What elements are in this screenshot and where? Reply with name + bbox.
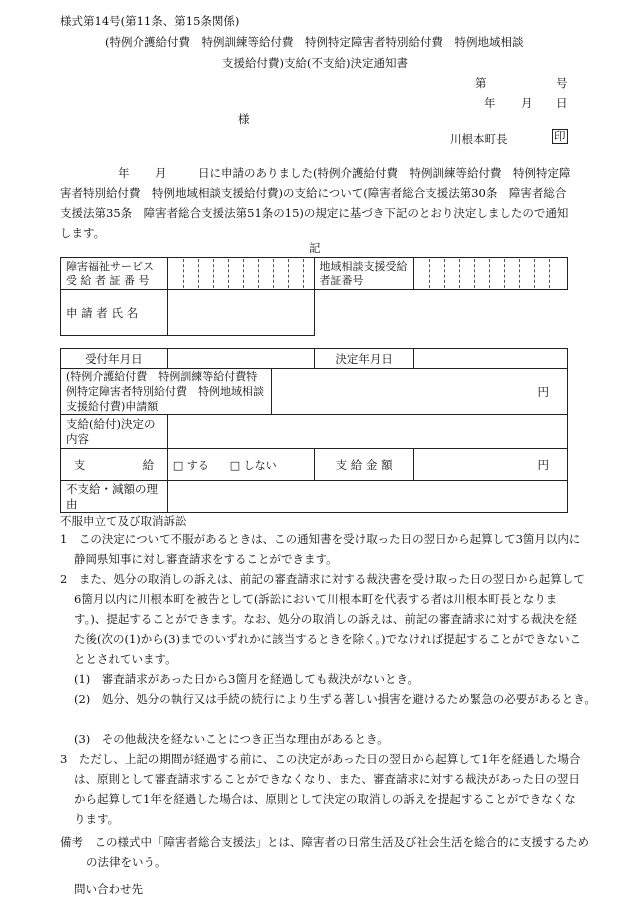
appeal-heading: 不服申立て及び取消訴訟 [60, 514, 187, 528]
note: 備考 この様式中「障害者総合支援法」とは、障害者の日常生活及び社会生活を総合的に支援するための法律をいう。 [60, 835, 589, 869]
number-label-left: 第 [475, 76, 487, 90]
requested-amount-field[interactable] [271, 369, 567, 415]
received-date-field[interactable] [167, 349, 314, 369]
decision-content-label: 支給(給付)決定の内容 [61, 415, 168, 449]
appeal-item-3: 3 ただし、上記の期間が経過する前に、この決定があった日の翌日から起算して1年を経過した場合は、原則として審査請求することができなくなり、また、審査請求に対する裁決があった日の翌日から起算して1年を経過した場合は、原則として決定の取消しの訴えを提起することができなくなります。 [60, 752, 581, 826]
decision-table [60, 348, 568, 513]
form-number: 様式第14号(第11条、第15条関係) [60, 14, 240, 28]
reason-field[interactable] [167, 481, 567, 513]
regional-cert-number-field[interactable] [414, 258, 568, 290]
appeal-item-2: 2 また、処分の取消しの訴えは、前記の審査請求に対する裁決書を受け取った日の翌日から起算して6箇月以内に川根本町を被告として(訴訟において川根本町を代表する者は川根本町長となります。)、提起することができます。なお、処分の取消しの訴えは、前記の審査請求に対する裁決を経た後(次の(1)から(3)までのいずれかに該当するときを除く。)でなければ提起することができないこととされています。 [60, 572, 585, 666]
date-day-label: 日 [556, 96, 568, 110]
decision-date-label: 決定年月日 [314, 349, 414, 369]
requested-amount-label: (特例介護給付費 特例訓練等給付費特例特定障害者特別給付費 特例地域相談支援給付費)申請額 [61, 369, 272, 415]
payment-amount-yen: 円 [537, 457, 549, 472]
number-label-right: 号 [556, 76, 568, 90]
date-month-label: 月 [521, 96, 533, 110]
payment-label: 支 給 [61, 449, 168, 481]
title-line-2: 支援給付費)支給(不支給)決定通知書 [222, 56, 408, 70]
appeal-sub-2: (2) 処分、処分の執行又は手続の続行により生ずる著しい損害を避けるため緊急の必要があるとき。 [74, 692, 596, 706]
payment-options [167, 449, 314, 481]
date-year-label: 年 [484, 96, 496, 110]
appeal-sub-3: (3) その他裁決を経ないことにつき正当な理由があるとき。 [74, 732, 389, 746]
empty-cell [314, 290, 568, 336]
decision-date-field[interactable] [414, 349, 568, 369]
received-date-label: 受付年月日 [61, 349, 168, 369]
addressee-suffix: 様 [238, 112, 250, 126]
welfare-cert-label: 障害福祉サービス受 給 者 証 番 号 [61, 258, 168, 290]
intro-month-label: 月 [155, 166, 167, 180]
decision-content-field[interactable] [167, 415, 567, 449]
regional-cert-label: 地域相談支援受給者証番号 [314, 258, 414, 290]
recipient-table [60, 257, 568, 336]
seal-label: 印 [554, 129, 566, 143]
appeal-sub-1: (1) 審査請求があった日から3箇月を経過しても裁決がないとき。 [74, 672, 420, 686]
intro-paragraph: 日に申請のありました(特例介護給付費 特例訓練等給付費 特例特定障害者特別給付費 特例地域相談支援給付費)の支給について(障害者総合支援法第30条 障害者総合支援法第35条 障害者総合支援法第51条の15)の規定に基づき下記のとおり決定しましたので通知します。 [60, 166, 571, 240]
contact-label: 問い合わせ先 [74, 882, 143, 896]
requested-amount-yen: 円 [537, 384, 549, 399]
issuer-name: 川根本町長 [450, 132, 508, 146]
intro-year-label: 年 [118, 166, 130, 180]
payment-amount-label: 支 給 金 額 [314, 449, 414, 481]
payment-amount-field[interactable] [414, 449, 568, 481]
welfare-cert-number-field[interactable] [167, 258, 314, 290]
title-line-1: (特例介護給付費 特例訓練等給付費 特例特定障害者特別給付費 特例地域相談 [105, 35, 524, 49]
appeal-item-1: 1 この決定について不服があるときは、この通知書を受け取った日の翌日から起算して3箇月以内に静岡県知事に対し審査請求をすることができます。 [60, 532, 581, 566]
applicant-name-field[interactable] [167, 290, 314, 336]
option-yes-checkbox[interactable]: □ する [172, 458, 209, 472]
option-no-checkbox[interactable]: □ しない [229, 458, 277, 472]
seal-mark [552, 129, 568, 144]
ki-label: 記 [309, 241, 321, 255]
reason-label: 不支給・減額の理由 [61, 481, 168, 513]
applicant-name-label: 申 請 者 氏 名 [61, 290, 168, 336]
